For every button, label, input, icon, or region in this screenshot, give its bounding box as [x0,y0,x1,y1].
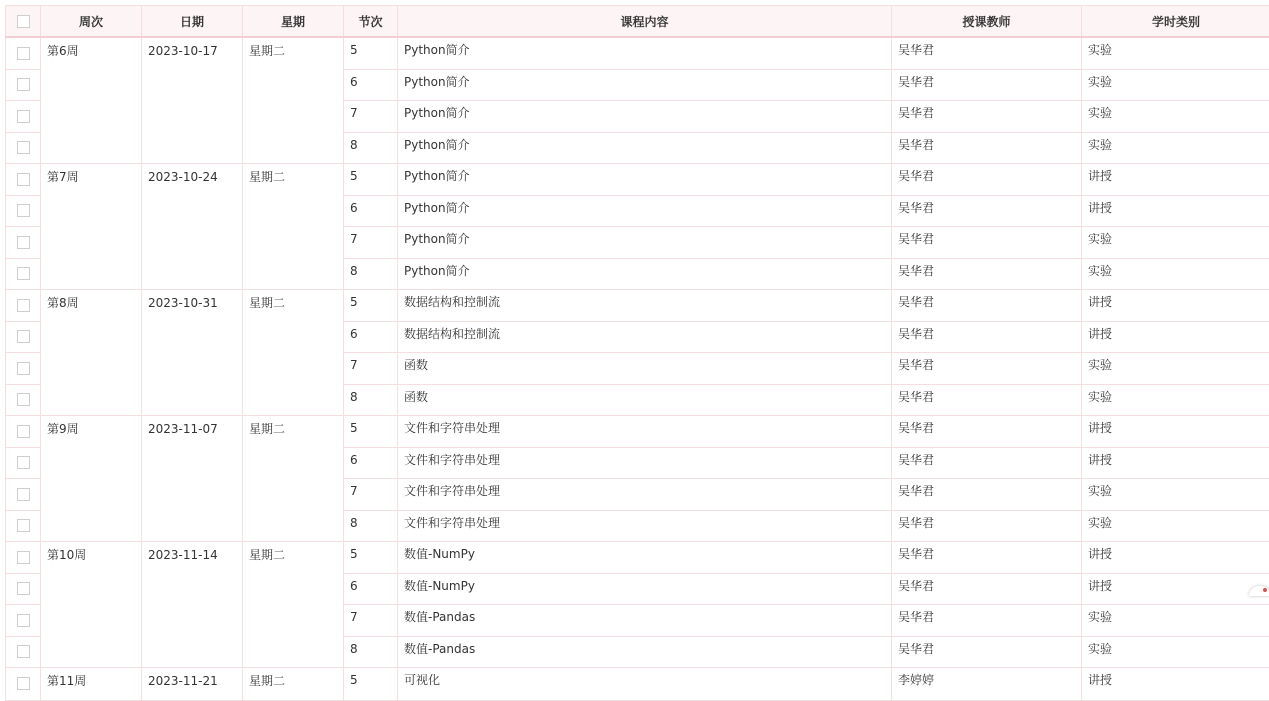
section-cell: 7 [344,479,398,511]
row-checkbox[interactable] [17,677,30,690]
column-header-teacher[interactable]: 授课教师 [892,6,1082,38]
row-checkbox-cell[interactable] [6,636,41,668]
table-row[interactable] [6,416,1269,448]
row-checkbox-cell[interactable] [6,447,41,479]
teacher-cell: 吴华君 [892,101,1082,133]
section-cell: 6 [344,195,398,227]
content-cell: 函数 [398,353,892,385]
row-checkbox-cell[interactable] [6,290,41,322]
content-cell: Python简介 [398,132,892,164]
type-cell: 实验 [1082,69,1269,101]
section-cell: 5 [344,416,398,448]
teacher-cell: 吴华君 [892,321,1082,353]
content-cell: 文件和字符串处理 [398,416,892,448]
week-cell: 第6周 [41,37,142,164]
teacher-cell: 吴华君 [892,447,1082,479]
teacher-cell: 吴华君 [892,195,1082,227]
type-cell: 实验 [1082,132,1269,164]
type-cell: 实验 [1082,479,1269,511]
teacher-cell: 吴华君 [892,479,1082,511]
date-cell: 2023-10-17 [142,37,243,164]
date-cell: 2023-11-07 [142,416,243,542]
week-cell: 第8周 [41,290,142,416]
row-checkbox-cell[interactable] [6,605,41,637]
content-cell: Python简介 [398,37,892,69]
row-checkbox-cell[interactable] [6,321,41,353]
teacher-cell: 吴华君 [892,69,1082,101]
row-checkbox[interactable] [17,173,30,186]
table-row[interactable] [6,164,1269,196]
type-cell: 实验 [1082,258,1269,290]
row-checkbox[interactable] [17,645,30,658]
row-checkbox[interactable] [17,614,30,627]
row-checkbox[interactable] [17,267,30,280]
weekday-cell: 星期二 [243,542,344,668]
section-cell: 8 [344,384,398,416]
row-checkbox-cell[interactable] [6,164,41,196]
content-cell: Python简介 [398,69,892,101]
teacher-cell: 吴华君 [892,258,1082,290]
weekday-cell: 星期二 [243,290,344,416]
select-all-checkbox[interactable] [17,15,30,28]
row-checkbox[interactable] [17,551,30,564]
teacher-cell: 吴华君 [892,37,1082,69]
content-cell: 文件和字符串处理 [398,510,892,542]
section-cell: 8 [344,258,398,290]
type-cell: 讲授 [1082,195,1269,227]
teacher-cell: 吴华君 [892,164,1082,196]
row-checkbox[interactable] [17,299,30,312]
row-checkbox-cell[interactable] [6,416,41,448]
content-cell: 数值-NumPy [398,542,892,574]
row-checkbox-cell[interactable] [6,542,41,574]
table-header-row [6,6,1269,38]
type-cell: 实验 [1082,510,1269,542]
week-cell: 第7周 [41,164,142,290]
type-cell: 实验 [1082,384,1269,416]
table-row[interactable] [6,290,1269,322]
teacher-cell: 吴华君 [892,290,1082,322]
row-checkbox-cell[interactable] [6,37,41,69]
table-row[interactable] [6,37,1269,69]
type-cell: 讲授 [1082,668,1269,701]
table-row[interactable] [6,542,1269,574]
section-cell: 6 [344,573,398,605]
column-header-type[interactable]: 学时类别 [1082,6,1269,38]
type-cell: 讲授 [1082,290,1269,322]
teacher-cell: 吴华君 [892,227,1082,259]
content-cell: 可视化 [398,668,892,701]
row-checkbox[interactable] [17,425,30,438]
content-cell: Python简介 [398,258,892,290]
row-checkbox-cell[interactable] [6,195,41,227]
row-checkbox[interactable] [17,110,30,123]
content-cell: 数值-Pandas [398,605,892,637]
type-cell: 讲授 [1082,447,1269,479]
column-header-section[interactable]: 节次 [344,6,398,38]
content-cell: 数据结构和控制流 [398,290,892,322]
type-cell: 讲授 [1082,321,1269,353]
date-cell: 2023-10-31 [142,290,243,416]
row-checkbox[interactable] [17,519,30,532]
content-cell: 数值-NumPy [398,573,892,605]
section-cell: 7 [344,605,398,637]
row-checkbox[interactable] [17,582,30,595]
notification-dot-icon [1263,588,1267,592]
teacher-cell: 李婷婷 [892,668,1082,701]
teacher-cell: 吴华君 [892,636,1082,668]
content-cell: 函数 [398,384,892,416]
teacher-cell: 吴华君 [892,605,1082,637]
section-cell: 5 [344,542,398,574]
teacher-cell: 吴华君 [892,542,1082,574]
type-cell: 实验 [1082,636,1269,668]
content-cell: 数据结构和控制流 [398,321,892,353]
content-cell: Python简介 [398,101,892,133]
table-row[interactable] [6,668,1269,701]
type-cell: 实验 [1082,227,1269,259]
content-cell: Python简介 [398,164,892,196]
row-checkbox[interactable] [17,330,30,343]
week-cell: 第9周 [41,416,142,542]
section-cell: 6 [344,69,398,101]
section-cell: 7 [344,353,398,385]
section-cell: 5 [344,37,398,69]
type-cell: 实验 [1082,37,1269,69]
row-checkbox-cell[interactable] [6,668,41,701]
row-checkbox-cell[interactable] [6,69,41,101]
floating-corner-widget[interactable] [1249,586,1269,596]
row-checkbox-cell[interactable] [6,227,41,259]
content-cell: 文件和字符串处理 [398,479,892,511]
teacher-cell: 吴华君 [892,416,1082,448]
week-cell: 第10周 [41,542,142,668]
row-checkbox[interactable] [17,456,30,469]
section-cell: 8 [344,132,398,164]
weekday-cell: 星期二 [243,668,344,701]
row-checkbox-cell[interactable] [6,510,41,542]
type-cell: 实验 [1082,101,1269,133]
type-cell: 实验 [1082,605,1269,637]
column-header-weekday[interactable]: 星期 [243,6,344,38]
teacher-cell: 吴华君 [892,132,1082,164]
row-checkbox-cell[interactable] [6,479,41,511]
row-checkbox[interactable] [17,47,30,60]
column-header-date[interactable]: 日期 [142,6,243,38]
date-cell: 2023-10-24 [142,164,243,290]
section-cell: 7 [344,227,398,259]
schedule-table [5,5,1269,701]
type-cell: 实验 [1082,353,1269,385]
row-checkbox[interactable] [17,204,30,217]
row-checkbox-cell[interactable] [6,573,41,605]
column-header-week[interactable]: 周次 [41,6,142,38]
section-cell: 5 [344,668,398,701]
date-cell: 2023-11-14 [142,542,243,668]
weekday-cell: 星期二 [243,416,344,542]
teacher-cell: 吴华君 [892,510,1082,542]
column-header-content[interactable]: 课程内容 [398,6,892,38]
row-checkbox[interactable] [17,78,30,91]
row-checkbox[interactable] [17,236,30,249]
row-checkbox[interactable] [17,488,30,501]
section-cell: 7 [344,101,398,133]
row-checkbox[interactable] [17,141,30,154]
teacher-cell: 吴华君 [892,384,1082,416]
teacher-cell: 吴华君 [892,353,1082,385]
section-cell: 6 [344,447,398,479]
week-cell: 第11周 [41,668,142,701]
type-cell: 讲授 [1082,542,1269,574]
row-checkbox[interactable] [17,393,30,406]
select-all-checkbox-cell[interactable] [6,6,41,38]
type-cell: 讲授 [1082,416,1269,448]
teacher-cell: 吴华君 [892,573,1082,605]
date-cell: 2023-11-21 [142,668,243,701]
section-cell: 5 [344,290,398,322]
section-cell: 6 [344,321,398,353]
content-cell: Python简介 [398,195,892,227]
section-cell: 5 [344,164,398,196]
type-cell: 讲授 [1082,573,1269,605]
content-cell: 文件和字符串处理 [398,447,892,479]
weekday-cell: 星期二 [243,164,344,290]
row-checkbox-cell[interactable] [6,384,41,416]
content-cell: Python简介 [398,227,892,259]
row-checkbox-cell[interactable] [6,353,41,385]
row-checkbox[interactable] [17,362,30,375]
section-cell: 8 [344,510,398,542]
section-cell: 8 [344,636,398,668]
row-checkbox-cell[interactable] [6,101,41,133]
row-checkbox-cell[interactable] [6,258,41,290]
row-checkbox-cell[interactable] [6,132,41,164]
weekday-cell: 星期二 [243,37,344,164]
content-cell: 数值-Pandas [398,636,892,668]
type-cell: 讲授 [1082,164,1269,196]
